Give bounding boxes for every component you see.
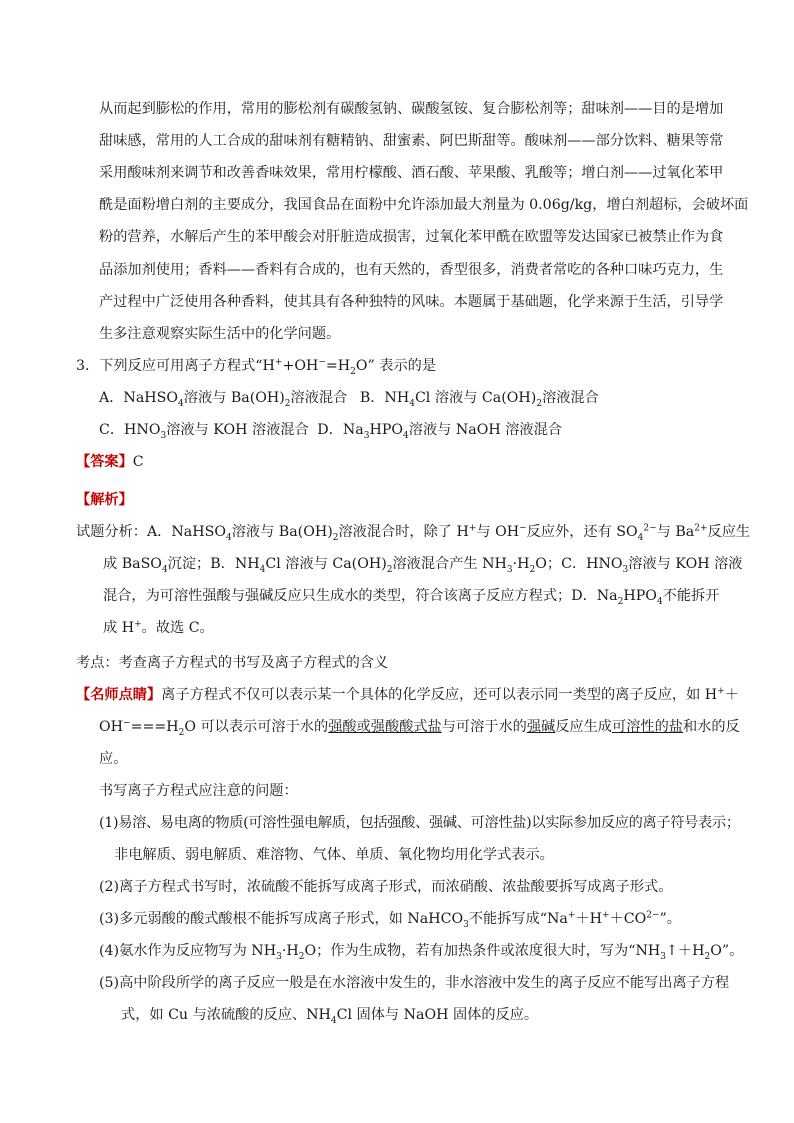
option-c: C．$HNO_3$溶液与 KOH 溶液混合: [99, 422, 309, 441]
tips-point-3: (3)多元弱酸的酸式酸根不能拆写成离子形式，如 NaHCO$_3$不能拆写成“$Na^++H^++CO^{2-}$”。: [99, 910, 681, 930]
intro-line-3: 采用酸味剂来调节和改善香味效果，常用柠檬酸、酒石酸、苹果酸、乳酸等；增白剂——过氧化苯甲: [99, 165, 724, 181]
option-b: B．$NH_4Cl$ 溶液与 $Ca(OH)_2$溶液混合: [359, 390, 599, 409]
option-d: D．$Na_3HPO_4$溶液与 NaOH 溶液混合: [317, 422, 562, 441]
intro-line-5: 粉的营养，水解后产生的苯甲酸会对肝脏造成损害，过氧化苯甲酰在欧盟等发达国家已被禁止作为食: [99, 229, 724, 245]
answer-label: 【答案】: [76, 454, 133, 470]
kaodian-line: 考点：考查离子方程式的书写及离子方程式的含义: [76, 655, 389, 671]
analysis-line-1: 试题分析：A．NaHSO$_4$溶液与 $Ba(OH)_2$溶液混合时，除了 H+与 OH−反应外，还有 $SO_4^{2-}$与 $Ba^{2+}$反应生: [76, 523, 751, 543]
answer-line: [76, 452, 144, 472]
tips-line-3: 应。: [99, 751, 128, 767]
tips-line-2: $OH^-===H_2O$ 可以表示可溶于水的强酸或强酸酸式盐与可溶于水的强碱反应生成可溶性的盐和水的反: [99, 718, 740, 738]
intro-line-4: 酰是面粉增白剂的主要成分，我国食品在面粉中允许添加最大剂量为 0.06g/kg，增白剂超标，会破坏面: [99, 197, 749, 213]
options-row-2: [99, 420, 562, 440]
intro-line-7: 产过程中广泛使用各种香料，使其具有各种独特的风味。本题属于基础题，化学来源于生活，引导学: [99, 294, 724, 310]
analysis-line-3: 混合，为可溶性强酸与强碱反应只生成水的类型，符合该离子反应方程式；D．$Na_2HPO_4$不能拆开: [103, 588, 720, 607]
analysis-line-2: 成 BaSO$_4$沉淀；B．$NH_4Cl$ 溶液与 $Ca(OH)_2$溶液混合产生 $NH_3\cdot H_2O$；C．$HNO_3$溶液与 KOH 溶液: [103, 556, 743, 575]
intro-line-2: 甜味感，常用的人工合成的甜味剂有糖精钠、甜蜜素、阿巴斯甜等。酸味剂——部分饮料、糖果等常: [99, 133, 724, 149]
tips-line-1: 【名师点睛】离子方程式不仅可以表示某一个具体的化学反应，还可以表示同一类型的离子反应，如 H+＋: [76, 686, 739, 703]
question-stem: 3．下列反应可用离子方程式“$H^++OH^-=H_2O$” 表示的是: [76, 357, 437, 377]
analysis-label: 【解析】: [76, 492, 133, 508]
options-row-1: [99, 388, 599, 408]
tips-label: 【名师点睛】: [76, 687, 162, 703]
intro-line-6: 品添加剂使用；香料——香料有合成的，也有天然的，香型很多，消费者常吃的各种口味巧克力，生: [99, 262, 724, 278]
tips-point-2: (2)离子方程式书写时，浓硫酸不能拆写成离子形式，而浓硝酸、浓盐酸要拆写成离子形式。: [99, 879, 673, 895]
tips-point-5b: 式，如 Cu 与浓硫酸的反应、$NH_4Cl$ 固体与 NaOH 固体的反应。: [121, 1007, 539, 1026]
option-a: A．NaHSO$_4$溶液与 $Ba(OH)_2$溶液混合: [99, 390, 348, 409]
tips-point-1a: (1)易溶、易电离的物质(可溶性强电解质，包括强酸、强碱、可溶性盐)以实际参加反应的离子符号表示；: [99, 815, 740, 831]
intro-line-8: 生多注意观察实际生活中的化学问题。: [99, 326, 341, 342]
tips-line-4: 书写离子方程式应注意的问题：: [99, 783, 298, 799]
tips-point-1b: 非电解质、弱电解质、难溶物、气体、单质、氧化物均用化学式表示。: [114, 847, 554, 863]
tips-point-4: (4)氨水作为反应物写为 $NH_3\cdot H_2O$；作为生成物，若有加热条件或浓度很大时，写为“$NH_3↑+H_2O$”。: [99, 943, 744, 962]
answer-value: C: [132, 454, 144, 470]
intro-line-1: 从而起到膨松的作用，常用的膨松剂有碳酸氢钠、碳酸氢铵、复合膨松剂等；甜味剂——目的是增加: [99, 101, 724, 117]
tips-point-5a: (5)高中阶段所学的离子反应一般是在水溶液中发生的，非水溶液中发生的离子反应不能写出离子方程: [99, 975, 730, 991]
analysis-line-4: 成 H+。故选 C。: [103, 619, 214, 636]
